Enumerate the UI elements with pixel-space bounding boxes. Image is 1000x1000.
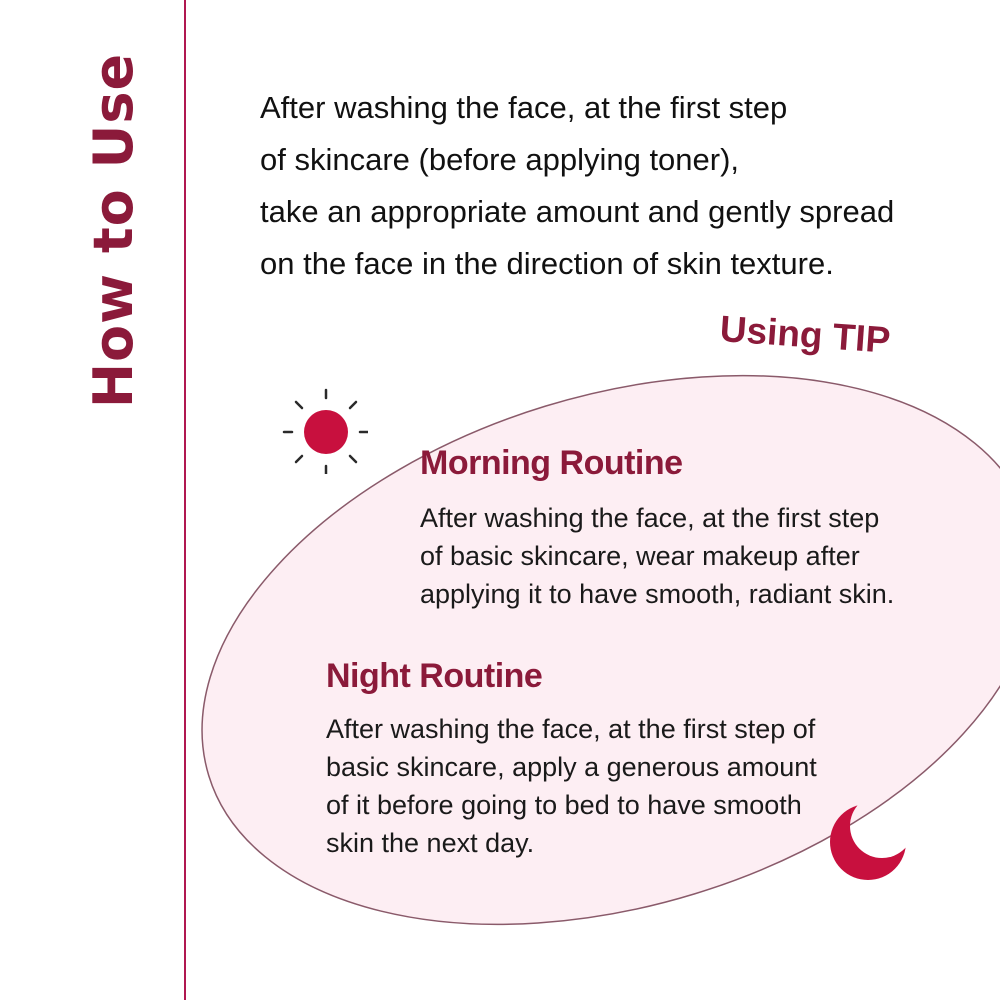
- how-to-use-title: [82, 52, 146, 408]
- intro-line: take an appropriate amount and gently spread: [260, 194, 895, 229]
- morning-routine-text: [420, 499, 894, 613]
- morning-routine-title: Morning Routine: [420, 444, 683, 482]
- night-line: skin the next day.: [326, 828, 535, 858]
- morning-line: of basic skincare, wear makeup after: [420, 541, 860, 571]
- sun-icon: [278, 384, 368, 474]
- intro-paragraph: [260, 82, 980, 290]
- intro-line: of skincare (before applying toner),: [260, 142, 740, 177]
- morning-line: After washing the face, at the first step: [420, 503, 880, 533]
- how-to-use-title-text: How to Use: [82, 52, 146, 408]
- crescent-moon-icon: [826, 796, 912, 886]
- night-routine-title: Night Routine: [326, 657, 543, 695]
- intro-line: on the face in the direction of skin texture.: [260, 246, 834, 281]
- intro-line: After washing the face, at the first step: [260, 90, 788, 125]
- night-routine-text: [326, 710, 817, 862]
- morning-line: applying it to have smooth, radiant skin.: [420, 579, 895, 609]
- night-line: of it before going to bed to have smooth: [326, 790, 802, 820]
- using-tip-title: Using TIP: [718, 308, 892, 361]
- night-line: basic skincare, apply a generous amount: [326, 752, 817, 782]
- night-line: After washing the face, at the first step of: [326, 714, 816, 744]
- vertical-divider-line: [184, 0, 186, 1000]
